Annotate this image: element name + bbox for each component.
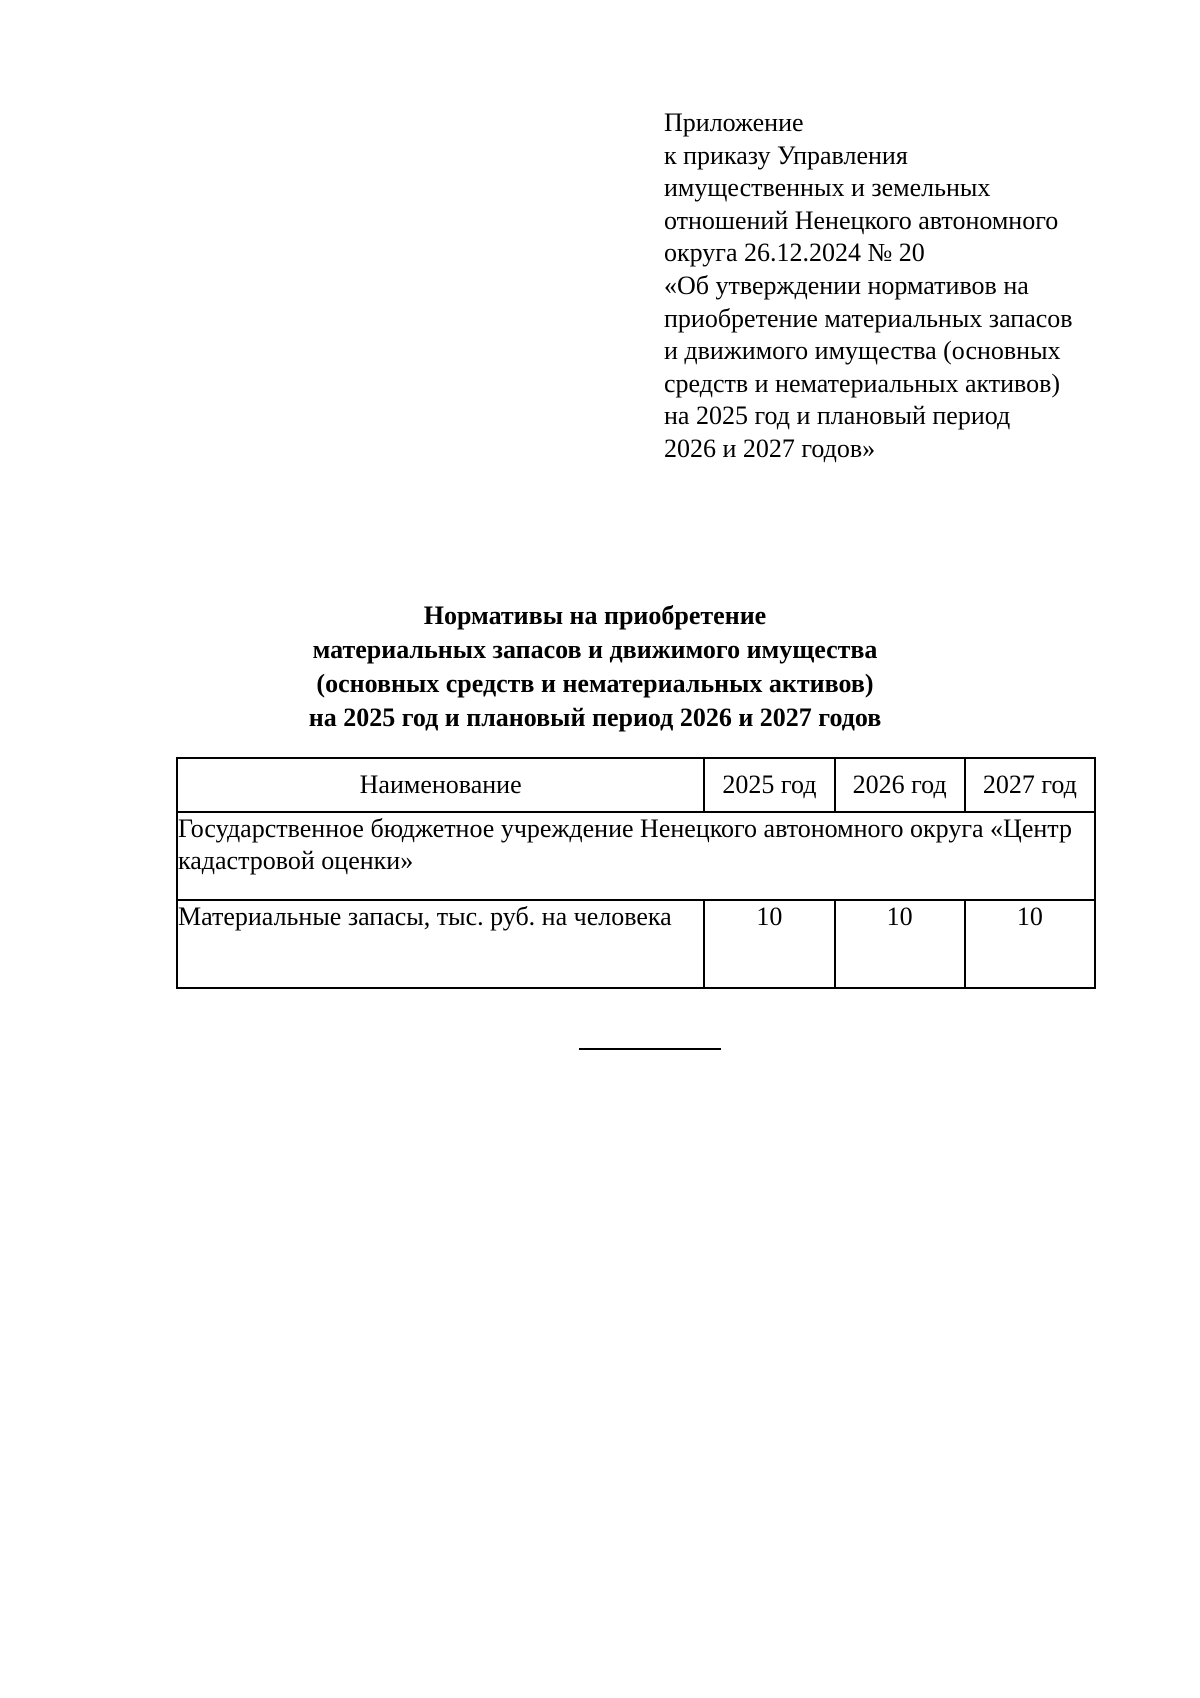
title-line: (основных средств и нематериальных активов) [316,669,874,698]
header-year-2025: 2025 год [704,758,834,812]
appendix-line: 2026 и 2027 годов» [664,433,876,463]
appendix-block [664,107,1164,466]
header-name: Наименование [177,758,704,812]
item-name: Материальные запасы, тыс. руб. на человека [177,900,704,988]
value-2026: 10 [835,900,965,988]
appendix-line: приобретение материальных запасов [664,303,1073,333]
header-year-2027: 2027 год [965,758,1095,812]
title-line: на 2025 год и плановый период 2026 и 2027 годов [308,703,882,732]
appendix-line: средств и нематериальных активов) [664,368,1061,398]
appendix-line: округа 26.12.2024 № 20 [664,238,925,268]
organization-name: Государственное бюджетное учреждение Ненецкого автономного округа «Центр кадастровой оценки» [177,812,1095,900]
header-year-2026: 2026 год [835,758,965,812]
appendix-line: к приказу Управления [664,140,908,170]
norms-table [176,757,1096,989]
table-row [177,900,1095,988]
end-divider [579,1048,721,1050]
appendix-line: отношений Ненецкого автономного [664,205,1059,235]
table-header-row [177,758,1095,812]
title-line: материальных запасов и движимого имущества [312,635,878,664]
value-2025: 10 [704,900,834,988]
organization-row [177,812,1095,900]
document-title [0,599,1190,735]
appendix-line: «Об утверждении нормативов на [664,270,1029,300]
appendix-line: имущественных и земельных [664,173,991,203]
title-line: Нормативы на приобретение [423,601,767,630]
appendix-line: и движимого имущества (основных [664,336,1061,366]
appendix-line: на 2025 год и плановый период [664,401,1011,431]
value-2027: 10 [965,900,1095,988]
appendix-line: Приложение [664,108,804,137]
